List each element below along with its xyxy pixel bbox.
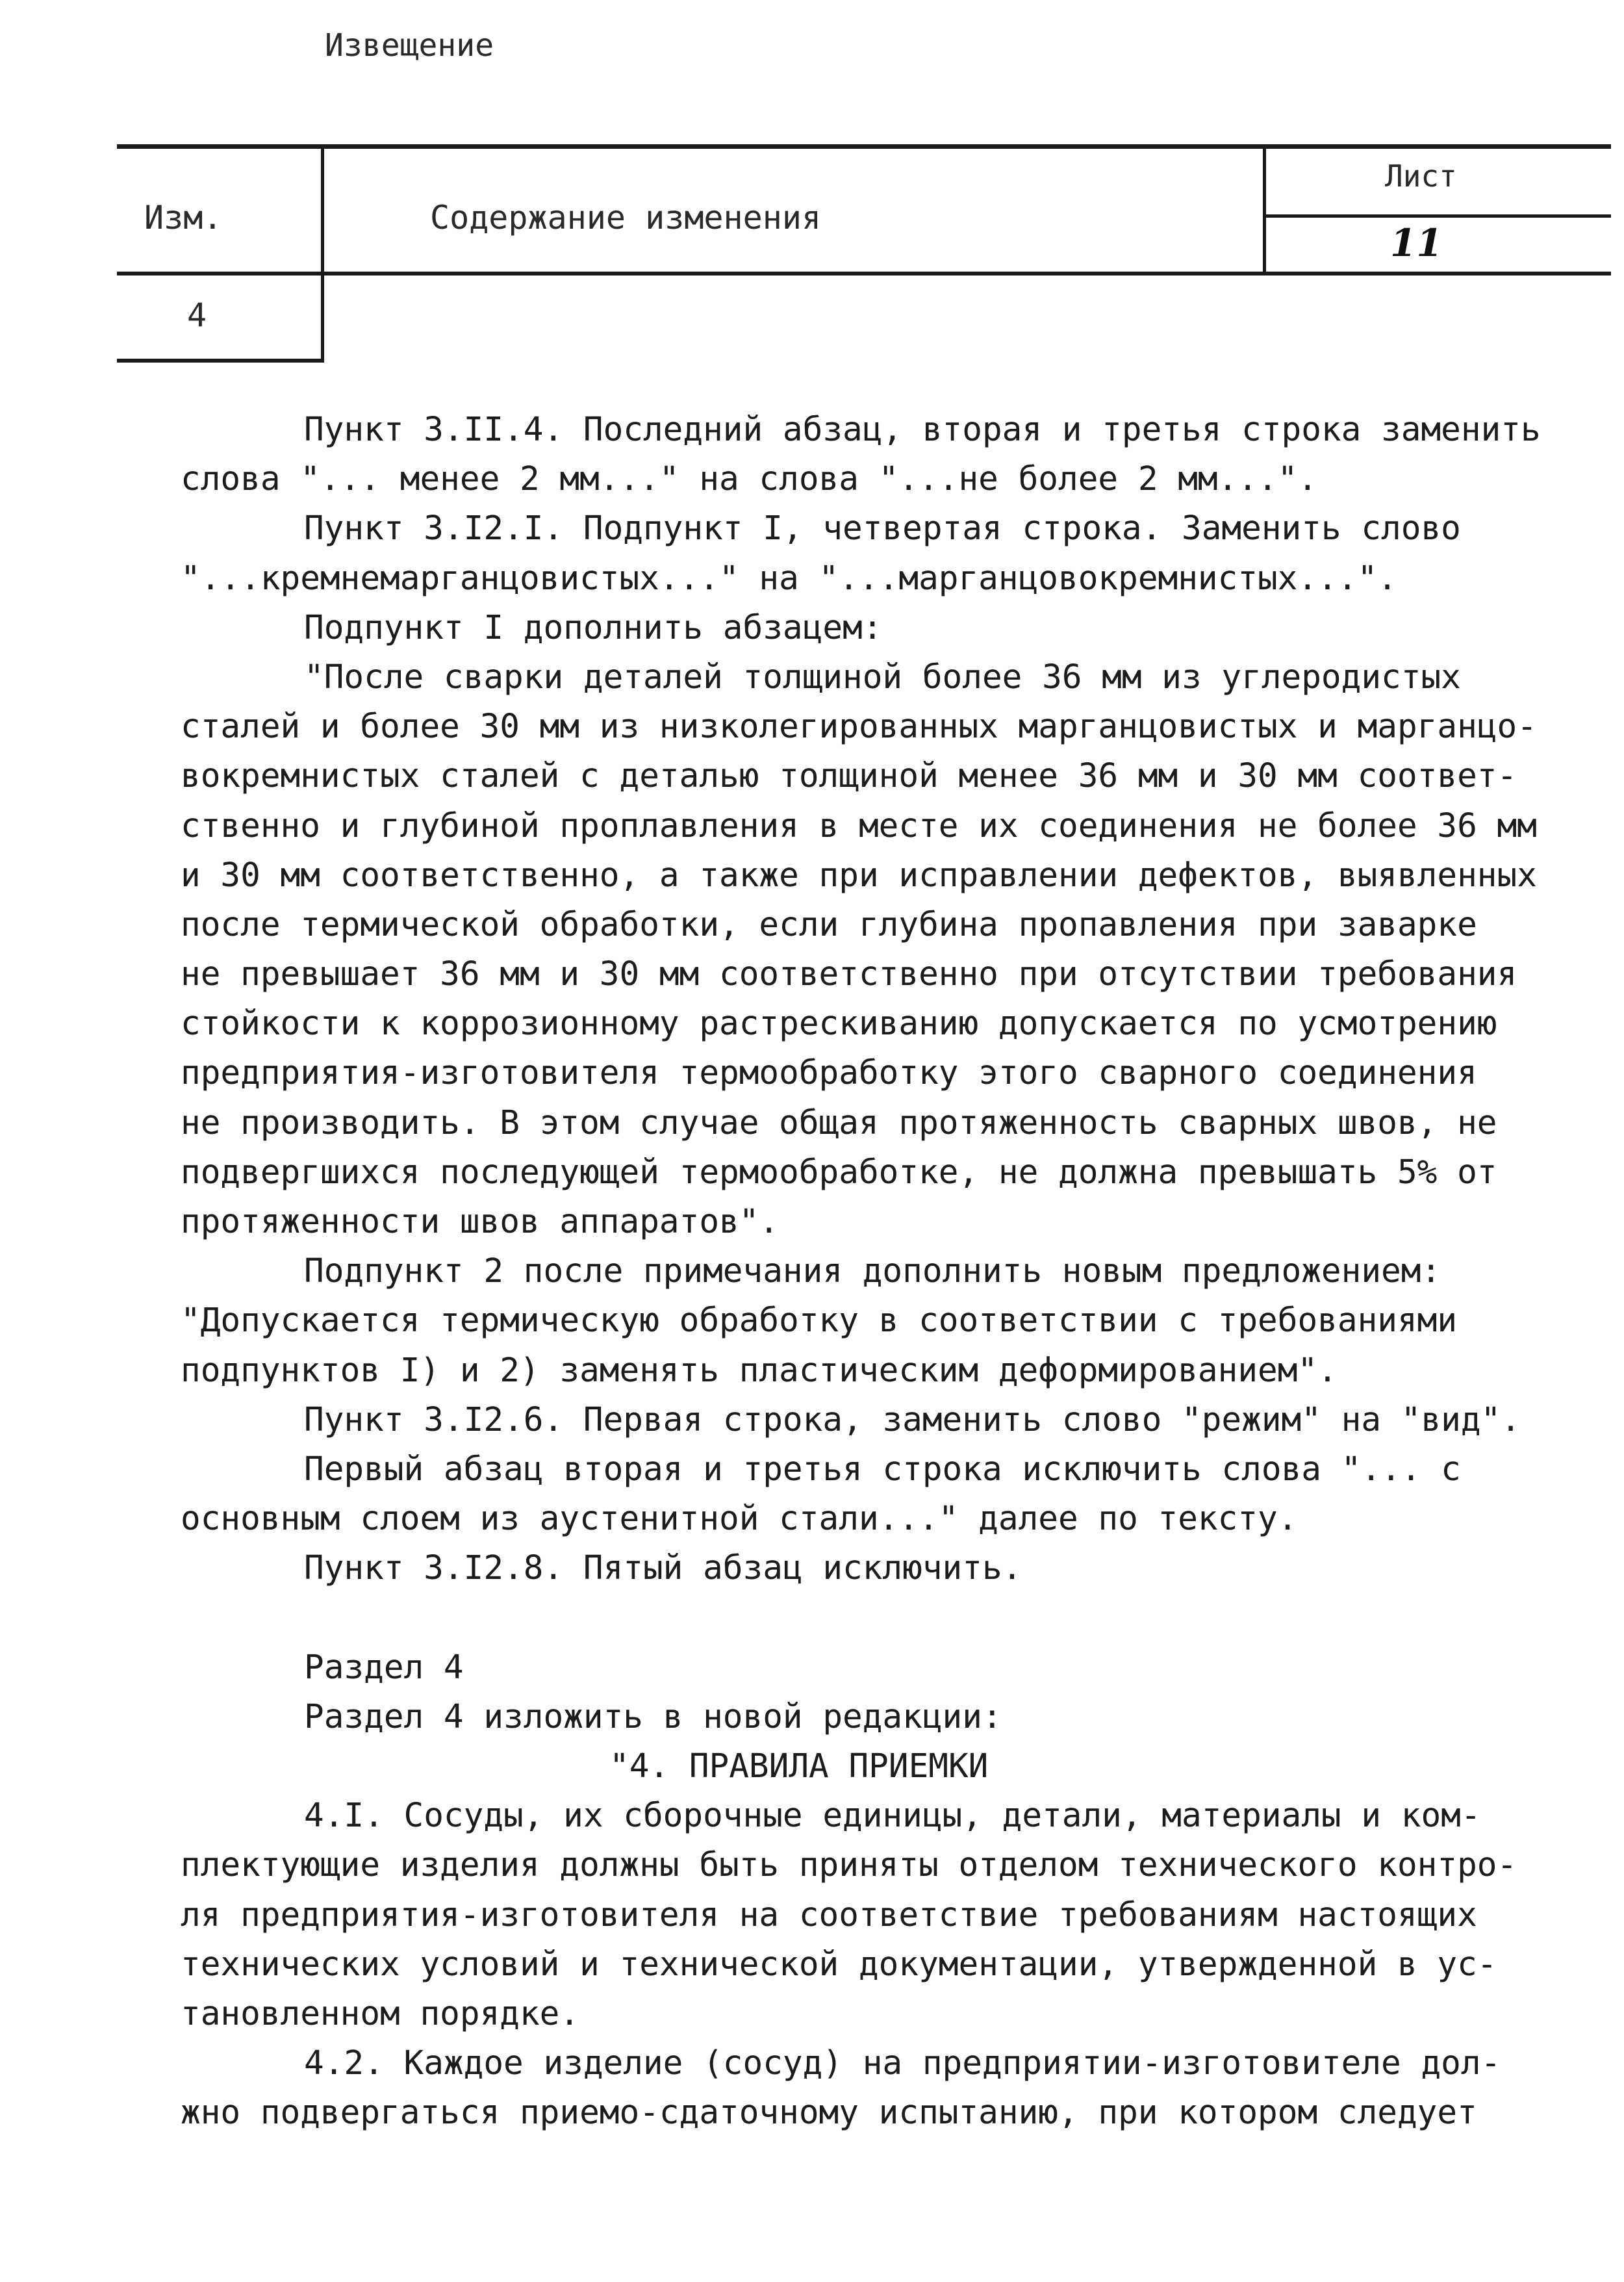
sheet-number: 11	[1390, 221, 1443, 265]
document-body	[181, 405, 1577, 2138]
text-line: "...кремнемарганцовистых..." на "...марганцовокремнистых...".	[181, 559, 1397, 598]
text-line: Первый абзац вторая и третья строка исключить слова "... с	[304, 1450, 1461, 1489]
text-line: тановленном порядке.	[181, 1995, 580, 2033]
table-row-divider	[117, 272, 1611, 276]
text-line: плектующие изделия должны быть приняты отделом технического контро-	[181, 1846, 1517, 1885]
text-line: жно подвергаться приемо-сдаточному испытанию, при котором следует	[181, 2094, 1477, 2133]
sheet-cell-divider	[1265, 214, 1611, 218]
column-divider-left	[321, 144, 324, 363]
text-line	[181, 1594, 1577, 1643]
column-divider-right	[1263, 144, 1266, 276]
text-line: предприятия-изготовителя термообработку этого сварного соединения	[181, 1054, 1477, 1093]
column-header-content: Содержание изменения	[430, 199, 822, 237]
text-line: "После сварки деталей толщиной более 36 мм из углеродистых	[304, 658, 1461, 697]
table-bottom-border	[117, 359, 324, 363]
column-header-sheet: Лист	[1385, 159, 1457, 194]
text-line: Пункт 3.I2.8. Пятый абзац исключить.	[304, 1549, 1022, 1588]
text-line: "Допускается термическую обработку в соответствии с требованиями	[181, 1301, 1458, 1340]
text-line: Подпункт I дополнить абзацем:	[304, 608, 883, 647]
change-number: 4	[187, 296, 207, 334]
text-line: 4.I. Сосуды, их сборочные единицы, детали, материалы и ком-	[304, 1797, 1481, 1836]
text-line: стойкости к коррозионному растрескиванию допускается по усмотрению	[181, 1005, 1497, 1044]
text-line: не производить. В этом случае общая протяженность сварных швов, не	[181, 1103, 1497, 1142]
text-line: слова "... менее 2 мм..." на слова "...не более 2 мм...".	[181, 460, 1318, 499]
text-line: ля предприятия-изготовителя на соответствие требованиям настоящих	[181, 1895, 1477, 1934]
text-line: сталей и более 30 мм из низколегированных марганцовистых и марганцо-	[181, 708, 1537, 747]
text-line: и 30 мм соответственно, а также при исправлении дефектов, выявленных	[181, 856, 1537, 895]
text-line: основным слоем из аустенитной стали..." далее по тексту.	[181, 1500, 1298, 1539]
text-line: Раздел 4 изложить в новой редакции:	[304, 1697, 1002, 1736]
table-top-border	[117, 144, 1611, 149]
text-line: после термической обработки, если глубина пропавления при заварке	[181, 905, 1477, 944]
text-line: Раздел 4	[304, 1648, 464, 1687]
text-line: 4.2. Каждое изделие (сосуд) на предприятии-изготовителе дол-	[304, 2044, 1501, 2083]
text-line: Пункт 3.II.4. Последний абзац, вторая и третья строка заменить	[304, 411, 1541, 449]
text-line: не превышает 36 мм и 30 мм соответственно при отсутствии требования	[181, 955, 1517, 994]
text-line: протяженности швов аппаратов".	[181, 1203, 780, 1241]
text-line: Пункт 3.I2.6. Первая строка, заменить слово "режим" на "вид".	[304, 1400, 1521, 1439]
text-line: Пункт 3.I2.I. Подпункт I, четвертая строка. Заменить слово	[304, 509, 1461, 548]
text-line: Подпункт 2 после примечания дополнить новым предложением:	[304, 1252, 1441, 1291]
column-header-change: Изм.	[144, 199, 223, 237]
text-line: вокремнистых сталей с деталью толщиной менее 36 мм и 30 мм соответ-	[181, 757, 1517, 796]
text-line: подвергшихся последующей термообработке, не должна превышать 5% от	[181, 1153, 1497, 1192]
document-type-label: Извещение	[325, 27, 494, 64]
text-line: технических условий и технической документации, утвержденной в ус-	[181, 1945, 1497, 1984]
section-heading: "4. ПРАВИЛА ПРИЕМКИ	[609, 1747, 989, 1786]
text-line: подпунктов I) и 2) заменять пластическим деформированием".	[181, 1351, 1338, 1390]
text-line: ственно и глубиной проплавления в месте их соединения не более 36 мм	[181, 806, 1537, 845]
